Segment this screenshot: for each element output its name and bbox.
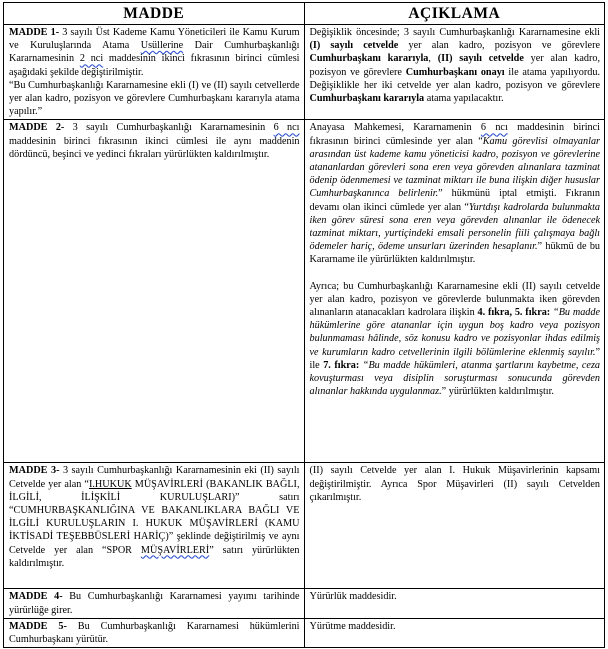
madde-heading: MADDE 3- <box>9 465 60 477</box>
madde-heading: MADDE 1- <box>9 27 60 38</box>
document-page <box>3 2 605 648</box>
madde-text: MADDE 4- Bu Cumhurbaşkanlığı Kararnamesi yayımı tarihinde yürürlüğe girer. <box>9 591 300 616</box>
table-row <box>4 589 605 618</box>
madde-cell <box>4 618 305 647</box>
aciklama-text: (II) sayılı Cetvelde yer alan I. Hukuk Müşavirlerinin kapsamı değiştirilmiştir. Ayrıca Spor Müşavirleri (II) sayılı Cetvelden çıkarılmıştır. <box>309 465 600 503</box>
madde-cell <box>4 25 305 120</box>
spellcheck-word: Usüllerine <box>140 40 184 52</box>
madde-cell <box>4 120 305 463</box>
spellcheck-word: MÜŞAVİRLERİ <box>140 544 210 556</box>
aciklama-text: Anayasa Mahkemesi, Kararnamenin 6 ncı maddesinin birinci fıkrasının birinci cümlesinde yer alan “Kamu görevlisi olmayanlar arasından üst kademe kamu yöneticisi kadro, pozisyon ve görevlerine atananlardan görevleri sona eren veya görevden alınanlara tazminat ödenip ödenmemesi ve tazminat miktarı ile buna ilişkin diğer hususlar Cumhurbaşkanınca belirlenir.” hükmünü iptal etmişti. Fıkranın devamı olan ikinci cümlede yer alan “Yurtdışı kadrolarda bulunmakta iken görev süresi sona eren veya görevden alınanlar ile ödenecek tazminat miktarı, yurtiçindeki emsali personelin fiili çalışmaya bağlı ödemeler hariç, ödeme unsurları üzerinden hesaplanır.” hükmü de bu Kararname ile yürürlükten kaldırılmıştır. <box>309 122 601 266</box>
table-row <box>4 25 605 120</box>
madde-text: MADDE 2- 3 sayılı Cumhurbaşkanlığı Kararnamesinin 6 ncı maddesinin birinci fıkrasının ikinci cümlesi ile aynı maddenin dördüncü, beşinci ve yedinci fıkraları yürürlükten kaldırılmıştır. <box>9 122 300 160</box>
aciklama-cell <box>304 618 605 647</box>
spellcheck-word: 6 ncı <box>273 122 300 134</box>
aciklama-text: Yürürlük maddesidir. <box>309 591 397 603</box>
madde-text: MADDE 5- Bu Cumhurbaşkanlığı Kararnamesi hükümlerini Cumhurbaşkanı yürütür. <box>9 620 300 646</box>
table-row <box>4 618 605 647</box>
header-madde: MADDE <box>4 3 305 25</box>
madde-cell <box>4 589 305 618</box>
table-row <box>4 463 605 589</box>
aciklama-text: Yürütme maddesidir. <box>309 620 396 632</box>
comparison-table <box>3 2 605 648</box>
madde-text: MADDE 3- 3 sayılı Cumhurbaşkanlığı Kararnamesinin eki (II) sayılı Cetvelde yer alan “I.HUKUK MÜŞAVİRLERİ (BAKANLIK BAĞLI, İLGİLİ, İLİŞKİLİ KURULUŞLARI)” satırı “CUMHURBAŞKANLIĞINA VE BAKANLIKLARA BAĞLI VE İLGİLİ KURULUŞLARIN I. HUKUK MÜŞAVİRLERİ (KAMU İKTİSADİ TEŞEBBÜSLERİ HARİÇ)” şeklinde değiştirilmiş ve aynı Cetvelde yer alan “SPOR MÜŞAVİRLERİ” satırı yürürlükten kaldırılmıştır. <box>9 465 300 569</box>
aciklama-cell <box>304 589 605 618</box>
aciklama-cell <box>304 120 605 463</box>
aciklama-cell <box>304 463 605 589</box>
madde-text: MADDE 1- 3 sayılı Üst Kademe Kamu Yöneticileri ile Kamu Kurum ve Kuruluşlarında Atama Usüllerine Dair Cumhurbaşkanlığı Kararnamesinin 2 nci maddesinin ikinci fıkrasının birinci cümlesi aşağıdaki şekilde değiştirilmiştir. <box>9 27 300 78</box>
table-row <box>4 120 605 463</box>
spellcheck-word: 6 ncı <box>480 122 508 134</box>
header-aciklama: AÇIKLAMA <box>304 3 605 25</box>
aciklama-cell <box>304 25 605 120</box>
madde-heading: MADDE 4- <box>9 591 63 603</box>
madde-cell <box>4 463 305 589</box>
aciklama-text: Değişiklik öncesinde; 3 sayılı Cumhurbaşkanlığı Kararnamesine ekli (I) sayılı cetvelde yer alan kadro, pozisyon ve görevlere Cumhurbaşkanı kararıyla, (II) sayılı cetvelde yer alan kadro, pozisyon ve görevlere Cumhurbaşkanı onayı ile atama yapılıyordu. Değişiklikle her iki cetvelde yer alan kadro, pozisyon ve görevlere Cumhurbaşkanı kararıyla atama yapılacaktır. <box>309 27 601 105</box>
spellcheck-word: 2 nci <box>79 53 104 65</box>
madde-heading: MADDE 5- <box>9 620 67 632</box>
aciklama-text-2: Ayrıca; bu Cumhurbaşkanlığı Kararnamesine ekli (II) sayılı cetvelde yer alan kadro, pozisyon ve görevlerde bulunmakta iken görevden alınanların atanacakları kadrolara ilişkin 4. fıkra, 5. fıkra: “Bu madde hükümlerine göre atananlar için uygun boş kadro veya pozisyon bulunmaması hâlinde, söz konusu kadro ve pozisyonlar ihdas edilmiş ve kurumların kadro cetvellerinin ilgili bölümlerine eklenmiş sayılır.” ile 7. fıkra: “Bu madde hükümleri, atanma şartlarını kaybetme, ceza kovuşturması veya disiplin soruşturması sonucunda görevden alınanlar hakkında uygulanmaz.” yürürlükten kaldırılmıştır. <box>309 280 601 398</box>
madde-heading: MADDE 2- <box>9 122 65 134</box>
header-row <box>4 3 605 25</box>
madde-quote: “Bu Cumhurbaşkanlığı Kararnamesine ekli (I) ve (II) sayılı cetvellerde yer alan kadro, pozisyon ve görevlere Cumhurbaşkanı kararıyla atama yapılır.” <box>9 79 300 118</box>
